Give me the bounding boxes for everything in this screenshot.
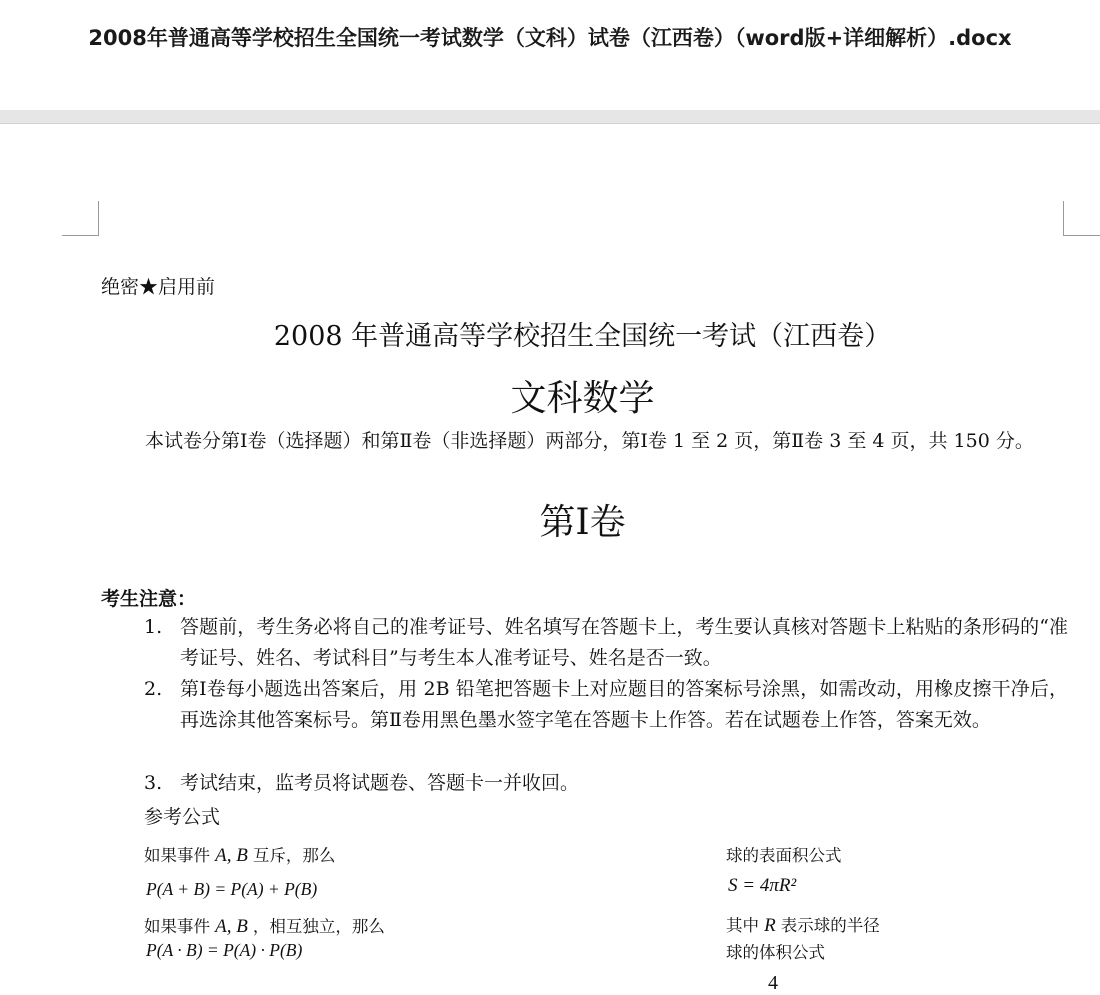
notice-heading: 考生注意： (101, 588, 197, 610)
radius-post: 表示球的半径 (780, 916, 880, 935)
volume-title: 第Ⅰ卷 (539, 502, 626, 543)
radius-pre: 其中 (726, 916, 759, 935)
notice-text: 第Ⅰ卷每小题选出答案后，用 2B 铅笔把答题卡上对应题目的答案标号涂黑，如需改动，用橡皮擦干净后，再选涂其他答案标号。第Ⅱ卷用黑色墨水签字笔在答题卡上作答。若在试题卷上作答，答案无效。 (180, 678, 1068, 731)
notice-number: 2. (144, 678, 163, 700)
mutex-vars: A, B (215, 845, 248, 866)
sphere-volume-fraction-numerator: 4 (768, 972, 778, 994)
window-title-bar (0, 0, 1100, 110)
notice-text: 答题前，考生务必将自己的准考证号、姓名填写在答题卡上，考生要认真核对答题卡上粘贴的条形码的“准考证号、姓名、考试科目”与考生本人准考证号、姓名是否一致。 (180, 616, 1068, 669)
sphere-surface-label: 球的表面积公式 (726, 846, 842, 865)
intro-paragraph: 本试卷分第Ⅰ卷（选择题）和第Ⅱ卷（非选择题）两部分，第Ⅰ卷 1 至 2 页，第Ⅱ卷 3 至 4 页，共 150 分。 (145, 430, 1034, 452)
mutex-formula: P(A + B) = P(A) + P(B) (146, 879, 318, 899)
radius-var: R (764, 915, 776, 936)
notice-number: 3. (144, 772, 163, 794)
margin-corner-mark-right (1063, 201, 1100, 236)
mutex-label-post: 互斥，那么 (252, 846, 336, 865)
notice-text: 考试结束，监考员将试题卷、答题卡一并收回。 (180, 772, 580, 794)
exam-title: 2008 年普通高等学校招生全国统一考试（江西卷） (273, 321, 892, 352)
indep-label-post: ，相互独立，那么 (252, 917, 385, 936)
notice-number: 1. (144, 616, 163, 638)
sphere-surface-formula: S = 4πR² (728, 875, 797, 896)
indep-vars: A, B (215, 916, 248, 937)
document-filename: 2008年普通高等学校招生全国统一考试数学（文科）试卷（江西卷）（word版+详细解析）.docx (88, 26, 1012, 50)
independence-formula: P(A · B) = P(A) · P(B) (146, 940, 303, 960)
indep-label-pre: 如果事件 (144, 917, 210, 936)
secret-label: 绝密★启用前 (101, 276, 216, 298)
subject-title: 文科数学 (510, 378, 655, 419)
sphere-volume-label: 球的体积公式 (726, 943, 825, 962)
mutex-condition (144, 842, 335, 867)
page-gap (0, 110, 1100, 124)
mutex-label-pre: 如果事件 (144, 846, 210, 865)
document-page (0, 124, 1100, 994)
margin-corner-mark-left (62, 201, 99, 236)
independence-condition (144, 913, 385, 938)
reference-heading: 参考公式 (144, 806, 221, 828)
radius-note (726, 912, 880, 937)
